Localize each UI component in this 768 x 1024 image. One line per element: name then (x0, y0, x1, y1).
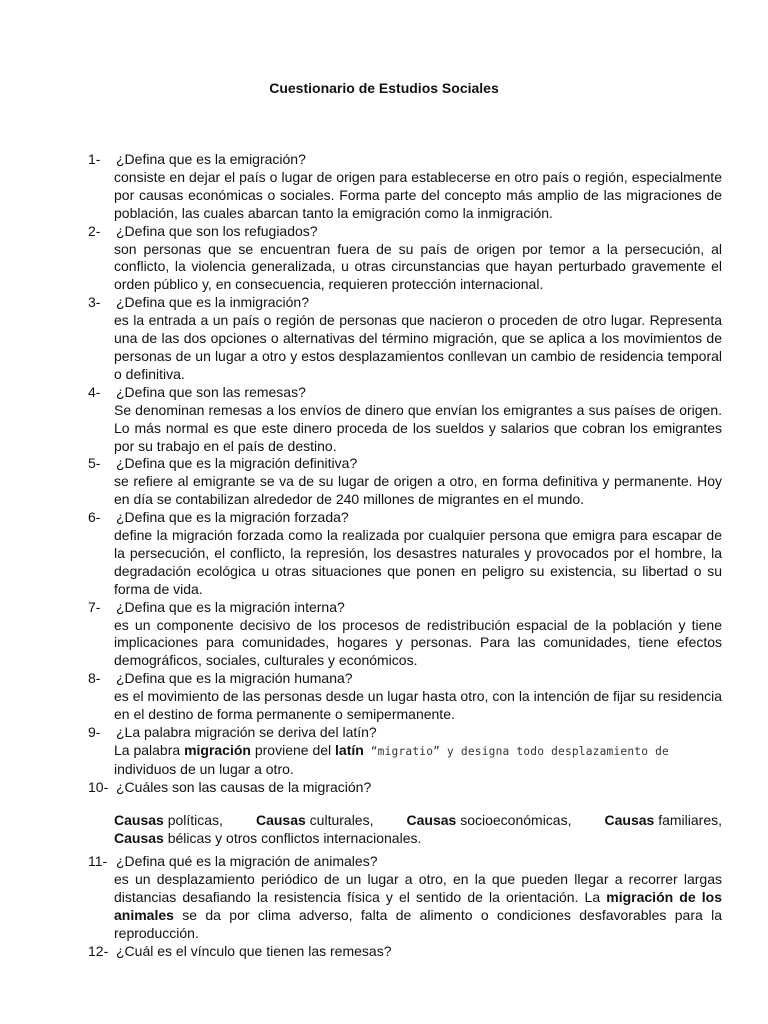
question-text: ¿Defina que es la inmigración? (116, 294, 309, 311)
question-item-9 (88, 724, 722, 779)
causes-line (114, 812, 722, 830)
question-number: 4- (88, 383, 101, 400)
cause-text: políticas, (163, 811, 223, 828)
question-number: 10- (88, 778, 109, 795)
cause-label: Causas (255, 811, 306, 828)
answer-text: define la migración forzada como la realizada por cualquier persona que emigra para escapar de la persecución, el conflicto, la represión, los desastres naturales y provocados por el hombre, la degradación ecológica u otras situaciones que ponen en peligro su existencia, su libertad o su forma de vida. (114, 527, 722, 597)
cause-label: Causas (114, 829, 164, 846)
question-number: 5- (88, 455, 101, 472)
question-item-7 (88, 599, 722, 671)
question-text: ¿Defina que son los refugiados? (116, 222, 318, 239)
cause-text: socioeconómicas, (456, 811, 572, 828)
question-item-1 (88, 151, 722, 223)
cause-label: Causas (114, 811, 164, 828)
question-number: 3- (88, 294, 101, 311)
question-item-3 (88, 294, 722, 384)
cause-cultural (256, 812, 374, 830)
cause-family (605, 812, 723, 830)
causes-line (114, 830, 722, 848)
question-text: ¿La palabra migración se deriva del latín? (116, 724, 377, 740)
question-number: 2- (88, 222, 101, 239)
answer-part: La palabra (114, 741, 185, 758)
answer-text (88, 742, 722, 779)
answer-quoted-part: “migratio” y designa todo desplazamiento de (363, 744, 669, 758)
question-text: ¿Defina que es la migración forzada? (116, 509, 349, 526)
cause-text: familiares, (654, 811, 722, 828)
answer-bold-term: latín (335, 741, 364, 758)
spacer (88, 797, 722, 812)
answer-part: proviene del (250, 741, 336, 758)
question-number: 12- (88, 942, 109, 959)
question-text: ¿Defina qué es la migración de animales? (116, 853, 378, 870)
question-item-10 (88, 779, 722, 848)
answer-text (88, 871, 722, 943)
question-number: 1- (88, 151, 101, 167)
question-item-11 (88, 853, 722, 943)
question-text: ¿Cuáles son las causas de la migración? (116, 778, 372, 795)
answer-text: se refiere al emigrante se va de su lugar de origen a otro, en forma definitiva y permanente. Hoy en día se contabilizan alrededor de 240 millones de migrantes en el mundo. (114, 473, 722, 508)
question-text: ¿Defina que es la migración definitiva? (116, 455, 358, 472)
cause-label: Causas (406, 811, 457, 828)
cause-label: Causas (604, 811, 655, 828)
question-item-6 (88, 509, 722, 599)
question-number: 11- (88, 853, 108, 870)
answer-text: es un componente decisivo de los procesos de redistribución espacial de la población y tiene implicaciones para comunidades, hogares y personas. Para las comunidades, tiene efectos demográficos, sociales, culturales y económicos. (114, 616, 722, 669)
question-number: 6- (88, 509, 101, 526)
answer-text: es la entrada a un país o región de personas que nacieron o proceden de otro lugar. Representa una de las dos opciones o alternativas del término migración, que se aplica a los movimientos de personas de un lugar a otro y estos desplazamientos conllevan un cambio de residencia temporal o definitiva. (114, 312, 722, 382)
document-title: Cuestionario de Estudios Sociales (269, 80, 499, 96)
cause-text: culturales, (305, 811, 374, 828)
answer-bold-term: migración de los animales (114, 889, 722, 924)
cause-political (114, 812, 223, 830)
cause-socioeconomic (407, 812, 572, 830)
answer-part: se da por clima adverso, falta de alimento o condiciones desfavorables para la reproducción. (114, 907, 722, 942)
answer-bold-term: migración (184, 741, 251, 758)
question-number: 9- (88, 724, 101, 740)
cause-text: bélicas y otros conflictos internacionales. (163, 829, 422, 846)
question-number: 8- (88, 670, 101, 687)
question-text: ¿Defina que es la emigración? (116, 151, 306, 167)
question-item-12 (88, 943, 722, 961)
question-text: ¿Defina que son las remesas? (116, 383, 306, 400)
answer-text: consiste en dejar el país o lugar de origen para establecerse en otro país o región, especialmente por causas económicas o sociales. Forma parte del concepto más amplio de las migraciones de población, las cuales abarcan tanto la emigración como la inmigración. (114, 168, 722, 221)
question-text: ¿Cuál es el vínculo que tienen las remesas? (116, 942, 392, 959)
question-text: ¿Defina que es la migración interna? (116, 598, 345, 615)
question-item-4 (88, 384, 722, 456)
question-item-8 (88, 670, 722, 724)
answer-text: es el movimiento de las personas desde un lugar hasta otro, con la intención de fijar su residencia en el destino de forma permanente o semipermanente. (114, 688, 722, 723)
answer-text: Se denominan remesas a los envíos de dinero que envían los emigrantes a sus países de origen. Lo más normal es que este dinero proceda de los sueldos y salarios que cobran los emigrantes por su trabajo en el país de destino. (114, 401, 722, 454)
answer-part: es un desplazamiento periódico de un lugar a otro, en la que pueden llegar a recorrer largas distancias desafiando la resistencia física y el sentido de la orientación. La (114, 871, 722, 906)
question-item-2 (88, 223, 722, 295)
question-text: ¿Defina que es la migración humana? (116, 670, 353, 687)
answer-part: individuos de un lugar a otro. (114, 760, 294, 777)
causes-list (88, 812, 722, 848)
question-item-5 (88, 455, 722, 509)
question-number: 7- (88, 598, 101, 615)
answer-text: son personas que se encuentran fuera de su país de origen por temor a la persecución, al conflicto, la violencia generalizada, u otras circunstancias que hayan perturbado gravemente el orden público y, en consecuencia, requieren protección internacional. (114, 240, 722, 293)
